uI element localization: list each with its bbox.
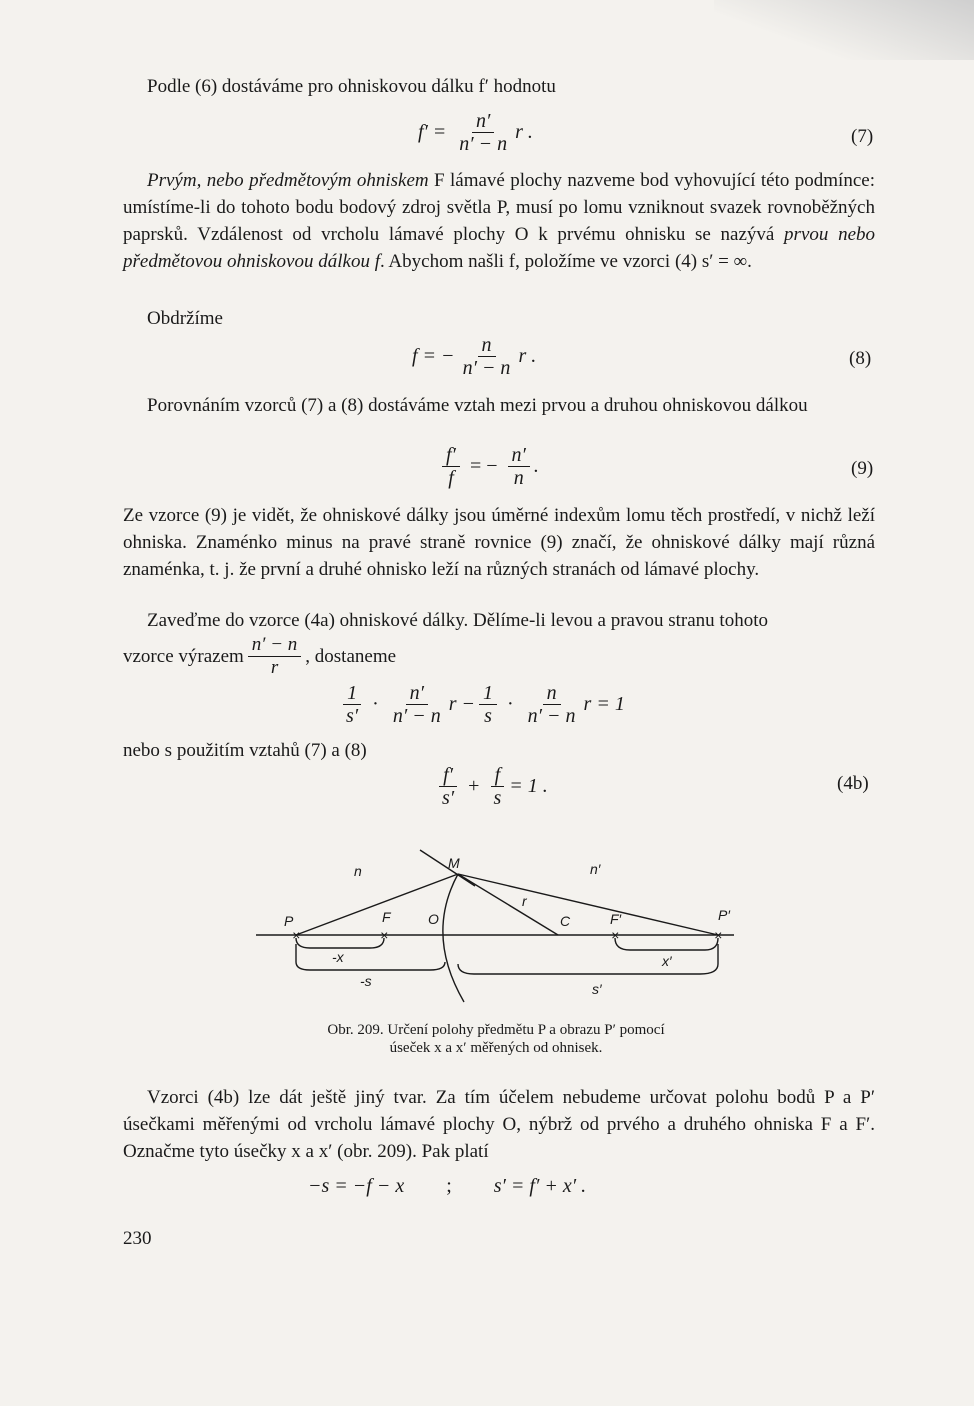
label-n-prime: n′ <box>590 861 601 877</box>
eq9-tail: . <box>533 455 539 477</box>
label-F-prime: F′ <box>610 911 622 927</box>
eqL-frac4 <box>524 682 580 727</box>
point-marker-P-prime: × <box>714 927 723 943</box>
eqL-f2-num: n′ <box>406 682 428 705</box>
expr-fraction <box>248 634 301 679</box>
label-n: n <box>354 863 362 879</box>
obdrzime-text: Obdržíme <box>147 308 223 329</box>
eqF-separator: ; <box>446 1175 452 1197</box>
eq8-fraction <box>459 334 515 379</box>
eqL-f3-num: 1 <box>479 682 497 705</box>
scan-shadow <box>714 0 974 60</box>
intro-line: Podle (6) dostáváme pro ohniskovou dálku f′ hodnotu <box>147 76 556 97</box>
label-O: O <box>428 911 439 927</box>
refracted-ray <box>458 874 718 935</box>
eq9-den1: f <box>448 467 454 489</box>
figure-caption <box>256 1021 736 1057</box>
point-marker-F-prime: × <box>611 927 620 943</box>
eq4b-tail: = 1 . <box>509 775 548 797</box>
term-first-focal-length: prvou nebo předmětovou ohniskovou dálkou f <box>123 224 876 272</box>
caption-line-2: úseček x a x′ měřených od ohnisek. <box>389 1040 603 1056</box>
eqL-f3-den: s <box>484 705 492 727</box>
eq4b-f2-num: f <box>491 764 505 787</box>
paragraph-comparison: Porovnáním vzorců (7) a (8) dostáváme vztah mezi prvou a druhou ohniskovou dálkou <box>147 395 808 416</box>
label-P-prime: P′ <box>718 907 730 923</box>
eqL-frac3 <box>479 682 497 727</box>
expr-denominator: r <box>270 657 279 678</box>
equals-sign: = <box>433 121 446 143</box>
paragraph-focal-signs: Ze vzorce (9) je vidět, že ohniskové dálky jsou úměrné indexům lomu těch prostředí, v nichž leží ohniska. Znaménko minus na pravé straně rovnice (9) značí, že ohniskové dálky mají různá znaménka, t. j. že první a druhé ohnisko leží na různých stranách od lámavé plochy. <box>123 505 875 580</box>
paragraph-other-form: Vzorci (4b) lze dát ještě jiný tvar. Za tím účelem nebudeme určovat polohu bodů P a P′ úsečkami měřenými od vrcholu lámavé plochy O, nýbrž od prvého a druhého ohniska F a F′. Označme tyto úsečky x a x′ (obr. 209). Pak platí <box>123 1087 875 1162</box>
label-x-prime: x′ <box>662 953 672 969</box>
eq8-tail: r . <box>518 345 537 367</box>
eqL-frac2 <box>389 682 445 727</box>
eq9-num2: n′ <box>508 444 530 467</box>
eq4b-f1-num: f′ <box>439 764 457 787</box>
brace-minus-x <box>296 938 384 948</box>
point-marker-F: × <box>380 927 389 943</box>
eqL-frac1 <box>342 682 362 727</box>
eq7-tail: r . <box>515 121 533 143</box>
eq4b-plus: + <box>468 775 480 797</box>
brace-x-prime <box>615 938 718 950</box>
eq9-fraction-left <box>442 444 460 489</box>
caption-line-1: Obr. 209. Určení polohy předmětu P a obrazu P′ pomocí <box>327 1022 665 1038</box>
paragraph-text: . Abychom našli f, položíme ve vzorci (4) s′ = ∞. <box>379 251 752 272</box>
expr-pre: vzorce výrazem <box>123 645 244 667</box>
eq7-number: (7) <box>851 126 874 147</box>
dot: · <box>372 693 379 715</box>
expr-post: , dostaneme <box>305 645 397 667</box>
eqL-f1-den: s′ <box>346 705 359 727</box>
eqL-f1-num: 1 <box>343 682 361 705</box>
equation-final <box>308 1175 586 1198</box>
eqL-tail: r = 1 <box>583 693 625 715</box>
figure-209-diagram <box>250 840 750 1015</box>
term-first-focus: Prvým, nebo předmětovým ohniskem <box>147 170 429 191</box>
eq8-numerator: n <box>478 334 496 357</box>
eq4b-frac1 <box>438 764 458 809</box>
label-minus-s: -s <box>360 973 372 989</box>
expr-numerator: n′ − n <box>248 634 301 657</box>
eqL-mid: r − <box>448 693 475 715</box>
eq8-denominator: n′ − n <box>462 357 511 379</box>
label-s-prime: s′ <box>592 981 602 997</box>
eq9-mid: = − <box>469 455 498 477</box>
equation-7 <box>418 110 533 155</box>
eq8-number: (8) <box>849 348 872 369</box>
point-marker-P: × <box>292 927 301 943</box>
equation-8 <box>412 334 536 379</box>
eq9-number: (9) <box>851 458 874 479</box>
eqL-f2-den: n′ − n <box>392 705 441 727</box>
eq9-den2: n <box>513 467 524 489</box>
label-C: C <box>560 913 571 929</box>
page-number: 230 <box>123 1228 152 1249</box>
refracting-surface-arc <box>443 874 464 1002</box>
label-F: F <box>382 909 391 925</box>
brace-s-prime <box>458 944 718 974</box>
eq7-fraction <box>455 110 511 155</box>
eq8-lhs: f = − <box>412 345 455 367</box>
label-P: P <box>284 913 294 929</box>
eq4b-number: (4b) <box>837 773 869 794</box>
eqF-left: −s = −f − x <box>308 1175 405 1197</box>
paragraph-text: F lámavé plochy nazveme bod vyhovující této podmínce: umístíme-li do tohoto bodu bodový zdroj světla P, musí po lomu vzniknout svazek rovnoběžných paprsků. Vzdálenost od vrcholu lámavé plochy O k prvému ohnisku se nazývá <box>123 170 875 245</box>
eq4b-f2-den: s <box>493 787 502 809</box>
eq9-fraction-right <box>508 444 530 489</box>
expression-line <box>123 634 396 679</box>
paragraph-focus-definition <box>123 167 875 275</box>
label-M: M <box>448 855 460 871</box>
dot: · <box>507 693 514 715</box>
label-r: r <box>522 893 527 909</box>
eq4b-f1-den: s′ <box>442 787 455 809</box>
eqL-f4-num: n <box>543 682 561 705</box>
eq9-num1: f′ <box>442 444 460 467</box>
nebo-line: nebo s použitím vztahů (7) a (8) <box>123 740 367 761</box>
label-minus-x: -x <box>332 949 344 965</box>
eqF-right: s′ = f′ + x′ . <box>493 1175 587 1197</box>
eq7-denominator: n′ − n <box>459 133 508 155</box>
eqL-f4-den: n′ − n <box>527 705 576 727</box>
equation-4b <box>434 764 548 809</box>
paragraph-introduce-focal: Zaveďme do vzorce (4a) ohniskové dálky. Dělíme-li levou a pravou stranu tohoto <box>147 610 768 631</box>
equation-9 <box>438 444 539 489</box>
eq4b-frac2 <box>489 764 505 809</box>
eq7-lhs: f′ <box>418 121 428 143</box>
eq7-numerator: n′ <box>472 110 494 133</box>
normal-line-radius <box>458 874 558 935</box>
equation-long <box>338 682 625 727</box>
